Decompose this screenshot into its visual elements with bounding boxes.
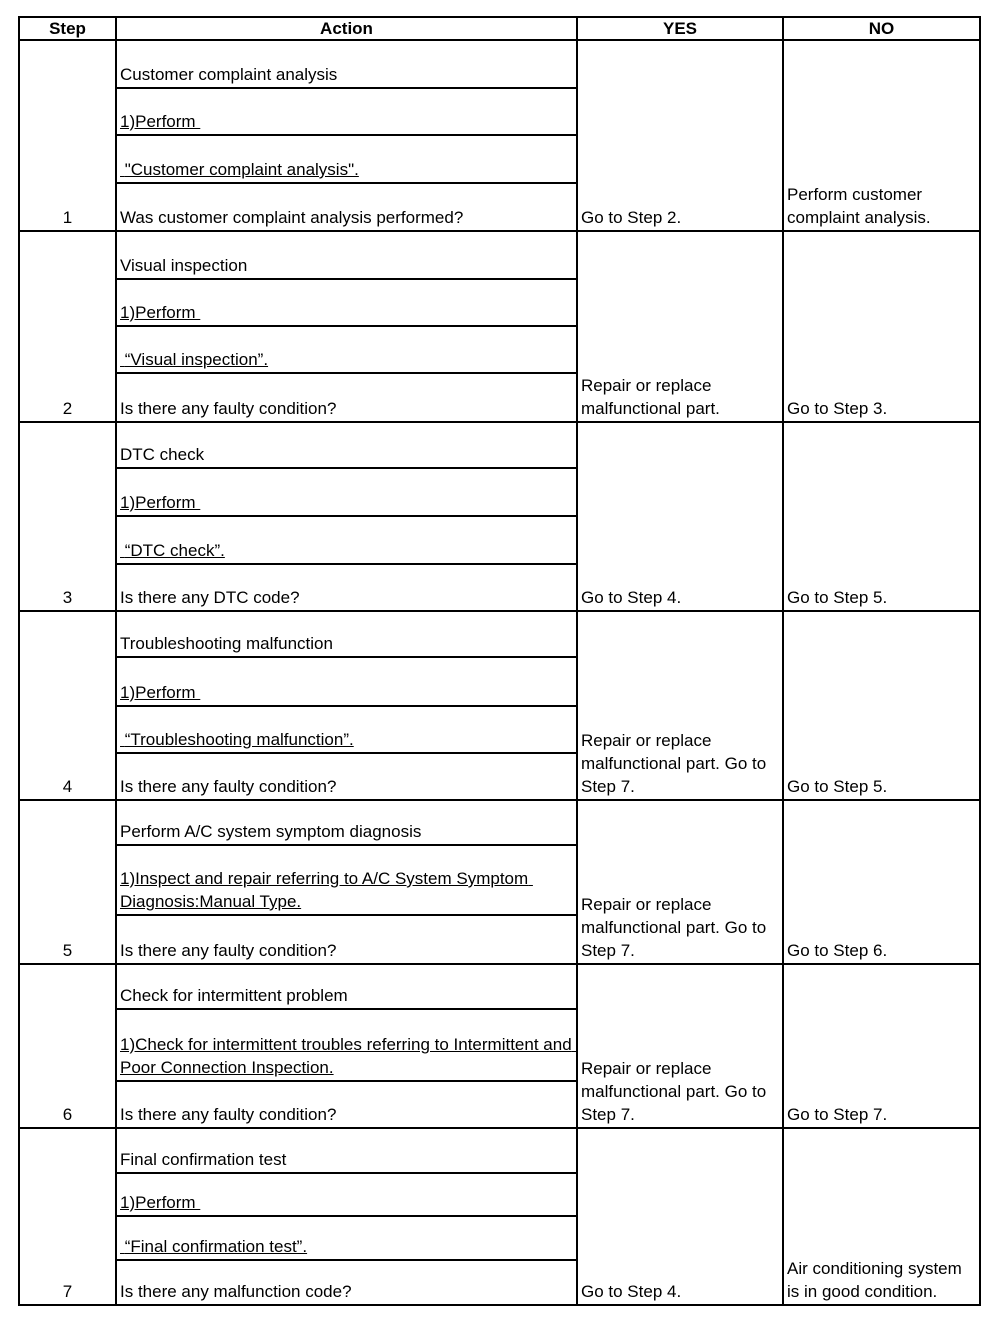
action-instruction-link[interactable]: 1)Check for intermittent troubles referring to Intermittent and Poor Connection Inspection. — [120, 1035, 577, 1077]
action-instruction-link[interactable]: "Customer complaint analysis". — [120, 160, 359, 179]
action-instruction-link[interactable]: “Final confirmation test”. — [120, 1237, 308, 1256]
yes-cell: Repair or replace malfunctional part. Go to Step 7. — [577, 964, 783, 1128]
step-number: 7 — [19, 1128, 116, 1305]
action-instruction-link[interactable]: 1)Perform — [120, 1193, 201, 1212]
action-title: Visual inspection — [120, 256, 248, 275]
no-cell: Go to Step 7. — [783, 964, 980, 1128]
action-cell — [116, 1128, 577, 1305]
action-title: Troubleshooting malfunction — [120, 634, 333, 653]
step-number: 3 — [19, 422, 116, 611]
step-row-5 — [19, 800, 980, 964]
yes-cell: Go to Step 4. — [577, 1128, 783, 1305]
action-question: Is there any DTC code? — [120, 588, 300, 607]
step-row-4 — [19, 611, 980, 800]
step-number: 4 — [19, 611, 116, 800]
yes-cell: Go to Step 4. — [577, 422, 783, 611]
action-title: Perform A/C system symptom diagnosis — [120, 822, 422, 841]
action-question: Was customer complaint analysis performed? — [120, 208, 464, 227]
yes-cell: Repair or replace malfunctional part. — [577, 231, 783, 422]
yes-cell: Go to Step 2. — [577, 40, 783, 231]
action-instruction-link[interactable]: 1)Perform — [120, 683, 201, 702]
action-cell — [116, 422, 577, 611]
action-instruction-link[interactable]: “DTC check”. — [120, 541, 225, 560]
action-question: Is there any faulty condition? — [120, 941, 337, 960]
step-row-2 — [19, 231, 980, 422]
action-title: DTC check — [120, 445, 205, 464]
no-cell: Perform customer complaint analysis. — [783, 40, 980, 231]
header-action: Action — [116, 17, 577, 40]
action-instruction-link[interactable]: 1)Perform — [120, 112, 201, 131]
action-instruction-link[interactable]: 1)Perform — [120, 303, 201, 322]
action-title: Customer complaint analysis — [120, 65, 338, 84]
step-row-7 — [19, 1128, 980, 1305]
header-no: NO — [783, 17, 980, 40]
no-cell: Air conditioning system is in good condition. — [783, 1128, 980, 1305]
step-number: 5 — [19, 800, 116, 964]
action-cell — [116, 40, 577, 231]
step-row-1 — [19, 40, 980, 231]
step-row-6 — [19, 964, 980, 1128]
action-cell — [116, 964, 577, 1128]
no-cell: Go to Step 3. — [783, 231, 980, 422]
yes-cell: Repair or replace malfunctional part. Go to Step 7. — [577, 800, 783, 964]
step-number: 2 — [19, 231, 116, 422]
no-cell: Go to Step 6. — [783, 800, 980, 964]
header-yes: YES — [577, 17, 783, 40]
procedure-table — [18, 16, 981, 1306]
action-question: Is there any malfunction code? — [120, 1282, 352, 1301]
action-cell — [116, 231, 577, 422]
no-cell: Go to Step 5. — [783, 422, 980, 611]
action-question: Is there any faulty condition? — [120, 777, 337, 796]
action-question: Is there any faulty condition? — [120, 399, 337, 418]
action-cell — [116, 611, 577, 800]
action-title: Final confirmation test — [120, 1150, 287, 1169]
action-title: Check for intermittent problem — [120, 986, 348, 1005]
procedure-table-wrapper — [18, 16, 979, 1306]
step-number: 1 — [19, 40, 116, 231]
action-instruction-link[interactable]: 1)Inspect and repair referring to A/C System Symptom Diagnosis:Manual Type. — [120, 869, 533, 911]
step-number: 6 — [19, 964, 116, 1128]
no-cell: Go to Step 5. — [783, 611, 980, 800]
header-step: Step — [19, 17, 116, 40]
yes-cell: Repair or replace malfunctional part. Go to Step 7. — [577, 611, 783, 800]
action-cell — [116, 800, 577, 964]
action-instruction-link[interactable]: 1)Perform — [120, 493, 201, 512]
action-question: Is there any faulty condition? — [120, 1105, 337, 1124]
action-instruction-link[interactable]: “Troubleshooting malfunction”. — [120, 730, 354, 749]
header-row — [19, 17, 980, 40]
action-instruction-link[interactable]: “Visual inspection”. — [120, 350, 269, 369]
step-row-3 — [19, 422, 980, 611]
